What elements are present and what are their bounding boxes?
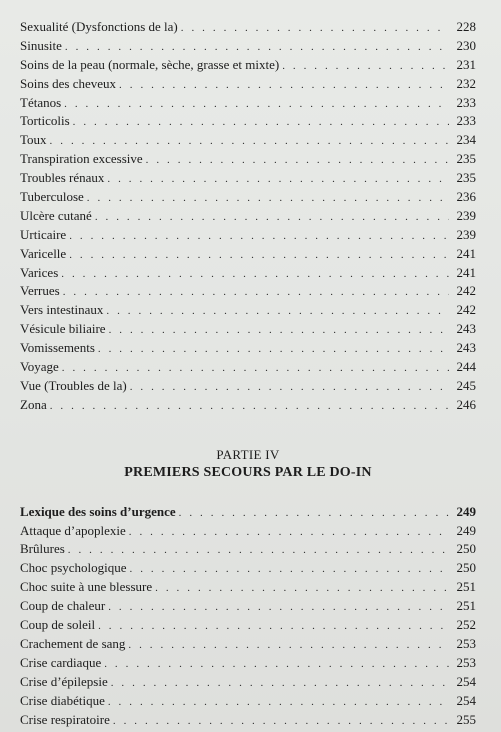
- toc-entry: [20, 112, 476, 131]
- toc-entry-page-number: 254: [456, 673, 476, 689]
- toc-dot-leader: [108, 693, 449, 712]
- toc-entry-page-number: 239: [456, 207, 476, 223]
- toc-entry-page-number: 235: [456, 151, 476, 167]
- toc-dot-leader: [64, 95, 449, 114]
- toc-dot-leader: [95, 208, 449, 227]
- toc-entry-page-number: 254: [456, 692, 476, 708]
- toc-entry-page-number: 242: [456, 283, 476, 299]
- toc-entry-label: Crise d’épilepsie: [20, 673, 108, 689]
- toc-entry: [20, 282, 476, 301]
- toc-entry: [20, 522, 476, 541]
- part-title: PREMIERS SECOURS PAR LE DO-IN: [124, 464, 372, 480]
- toc-dot-leader: [98, 340, 449, 359]
- toc-entry: [20, 150, 476, 169]
- toc-entry-label: Vers intestinaux: [20, 302, 104, 318]
- toc-list-ailments: [20, 18, 476, 415]
- toc-dot-leader: [107, 170, 449, 189]
- toc-entry-label: Brûlures: [20, 541, 65, 557]
- toc-entry-label: Attaque d’apoplexie: [20, 522, 126, 538]
- toc-dot-leader: [68, 541, 449, 560]
- toc-entry-page-number: 251: [456, 579, 476, 595]
- toc-dot-leader: [129, 523, 449, 542]
- toc-entry-label: Crise cardiaque: [20, 654, 102, 670]
- toc-entry-page-number: 250: [456, 541, 476, 557]
- toc-entry-label: Vue (Troubles de la): [20, 377, 127, 393]
- toc-entry-label: Verrues: [20, 283, 60, 299]
- toc-entry-page-number: 252: [456, 617, 476, 633]
- toc-dot-leader: [50, 397, 449, 416]
- toc-entry-page-number: 246: [456, 396, 476, 412]
- part-heading: [20, 446, 476, 482]
- toc-entry-page-number: 233: [456, 94, 476, 110]
- toc-entry-page-number: 241: [456, 264, 476, 280]
- toc-entry-page-number: 233: [456, 113, 476, 129]
- toc-entry: [20, 692, 476, 711]
- toc-entry: [20, 264, 476, 283]
- toc-entry-label: Sexualité (Dysfonctions de la): [20, 19, 178, 34]
- toc-entry-label: Toux: [20, 132, 47, 148]
- toc-entry: [20, 540, 476, 559]
- toc-entry-label: Soins de la peau (normale, sèche, grasse et mixte): [20, 56, 280, 72]
- toc-entry-page-number: 243: [456, 321, 476, 337]
- toc-entry-label: Vomissements: [20, 340, 95, 356]
- toc-dot-leader: [282, 57, 449, 76]
- toc-dot-leader: [65, 38, 449, 57]
- toc-entry: [20, 169, 476, 188]
- toc-entry-label: Tétanos: [20, 94, 62, 110]
- toc-entry-label: Urticaire: [20, 226, 67, 242]
- toc-dot-leader: [113, 712, 449, 731]
- toc-dot-leader: [109, 321, 449, 340]
- toc-entry-page-number: 243: [456, 340, 476, 356]
- toc-entry-page-number: 231: [456, 56, 476, 72]
- toc-dot-leader: [181, 19, 449, 38]
- toc-dot-leader: [130, 378, 449, 397]
- toc-entry-page-number: 249: [456, 522, 476, 538]
- toc-dot-leader: [155, 579, 449, 598]
- toc-entry-page-number: 249: [456, 503, 476, 519]
- toc-dot-leader: [130, 560, 449, 579]
- toc-entry: [20, 673, 476, 692]
- toc-entry-page-number: 253: [456, 654, 476, 670]
- toc-entry: [20, 358, 476, 377]
- toc-entry-page-number: 228: [456, 19, 476, 34]
- toc-entry: [20, 503, 476, 522]
- toc-entry-page-number: 234: [456, 132, 476, 148]
- toc-entry-label: Zona: [20, 396, 47, 412]
- toc-entry-label: Torticolis: [20, 113, 70, 129]
- toc-dot-leader: [69, 246, 449, 265]
- toc-dot-leader: [128, 636, 449, 655]
- toc-entry-label: Crise respiratoire: [20, 711, 110, 727]
- toc-dot-leader: [98, 617, 449, 636]
- toc-entry: [20, 226, 476, 245]
- toc-entry-label: Ulcère cutané: [20, 207, 92, 223]
- toc-entry-page-number: 253: [456, 635, 476, 651]
- toc-entry-label: Tuberculose: [20, 189, 84, 205]
- toc-dot-leader: [87, 189, 449, 208]
- toc-dot-leader: [69, 227, 449, 246]
- toc-entry-label: Crachement de sang: [20, 635, 126, 651]
- toc-entry: [20, 301, 476, 320]
- toc-entry-page-number: 242: [456, 302, 476, 318]
- toc-entry: [20, 245, 476, 264]
- toc-list-first-aid: [20, 503, 476, 730]
- toc-entry: [20, 94, 476, 113]
- toc-dot-leader: [61, 265, 449, 284]
- toc-entry-page-number: 251: [456, 598, 476, 614]
- toc-dot-leader: [119, 76, 449, 95]
- toc-entry-label: Coup de chaleur: [20, 598, 106, 614]
- toc-dot-leader: [73, 113, 449, 132]
- toc-entry-page-number: 230: [456, 37, 476, 53]
- toc-entry: [20, 339, 476, 358]
- toc-entry: [20, 396, 476, 415]
- toc-entry: [20, 616, 476, 635]
- toc-entry: [20, 18, 476, 37]
- toc-entry: [20, 131, 476, 150]
- toc-entry-page-number: 232: [456, 75, 476, 91]
- toc-entry: [20, 635, 476, 654]
- toc-entry-label: Troubles rénaux: [20, 170, 105, 186]
- toc-dot-leader: [179, 504, 449, 523]
- toc-entry-label: Voyage: [20, 359, 59, 375]
- toc-entry: [20, 578, 476, 597]
- toc-entry: [20, 559, 476, 578]
- part-number: PARTIE IV: [216, 446, 280, 462]
- toc-entry-label: Varicelle: [20, 245, 67, 261]
- toc-entry-label: Transpiration excessive: [20, 151, 143, 167]
- toc-entry: [20, 377, 476, 396]
- toc-entry-page-number: 250: [456, 560, 476, 576]
- toc-entry-page-number: 236: [456, 189, 476, 205]
- toc-entry-page-number: 245: [456, 377, 476, 393]
- toc-entry-page-number: 244: [456, 359, 476, 375]
- toc-entry-page-number: 235: [456, 170, 476, 186]
- toc-dot-leader: [108, 598, 449, 617]
- toc-dot-leader: [63, 283, 449, 302]
- toc-entry: [20, 56, 476, 75]
- toc-entry-label: Soins des cheveux: [20, 75, 117, 91]
- toc-entry-page-number: 255: [456, 711, 476, 727]
- toc-entry: [20, 207, 476, 226]
- toc-entry-page-number: 239: [456, 226, 476, 242]
- toc-dot-leader: [146, 151, 449, 170]
- toc-dot-leader: [111, 674, 449, 693]
- toc-entry-label: Sinusite: [20, 37, 62, 53]
- toc-entry-label: Choc psychologique: [20, 560, 127, 576]
- toc-entry: [20, 75, 476, 94]
- toc-entry-page-number: 241: [456, 245, 476, 261]
- toc-dot-leader: [106, 302, 449, 321]
- toc-entry: [20, 597, 476, 616]
- toc-entry-label: Coup de soleil: [20, 617, 96, 633]
- toc-entry: [20, 37, 476, 56]
- toc-entry: [20, 711, 476, 730]
- toc-entry-label: Varices: [20, 264, 59, 280]
- toc-entry: [20, 654, 476, 673]
- toc-dot-leader: [62, 359, 449, 378]
- toc-entry-label: Vésicule biliaire: [20, 321, 106, 337]
- toc-dot-leader: [50, 132, 449, 151]
- toc-entry-label: Crise diabétique: [20, 692, 105, 708]
- toc-dot-leader: [104, 655, 449, 674]
- toc-entry-label: Choc suite à une blessure: [20, 579, 153, 595]
- toc-entry: [20, 188, 476, 207]
- toc-entry: [20, 320, 476, 339]
- toc-entry-label: Lexique des soins d’urgence: [20, 503, 176, 519]
